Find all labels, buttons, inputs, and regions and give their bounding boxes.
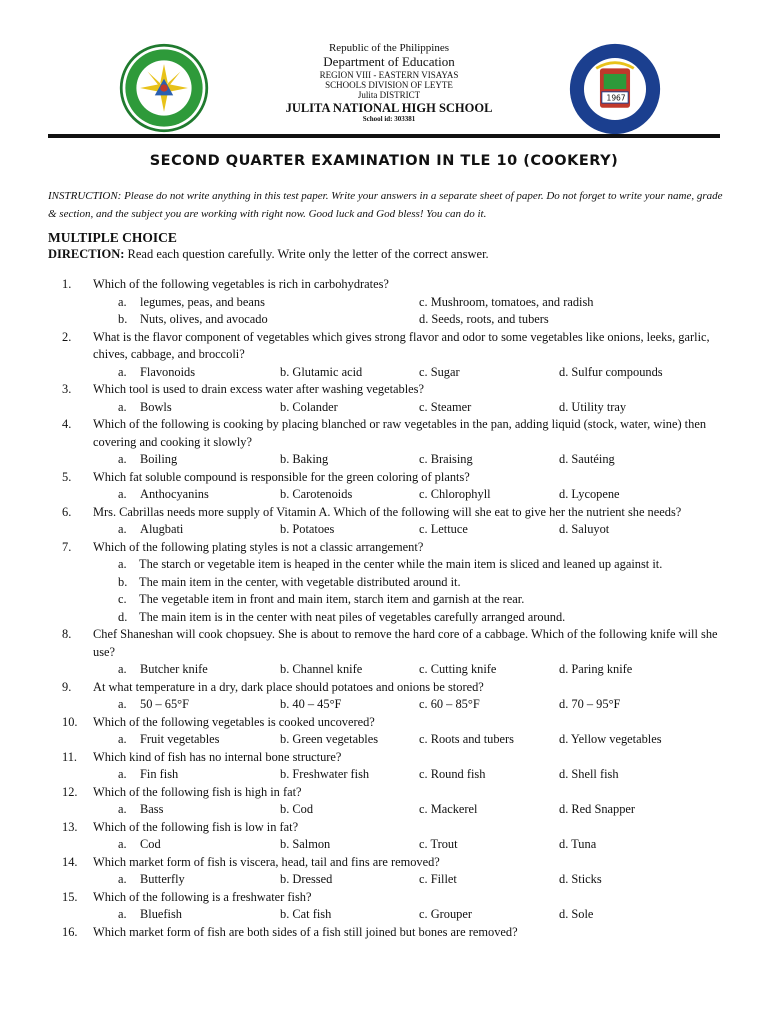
option-item [48, 556, 728, 574]
division-line: SCHOOLS DIVISION OF LEYTE [325, 79, 453, 90]
republic-line: Republic of the Philippines [328, 42, 450, 54]
choice-label: a. [118, 399, 127, 414]
choice-b: b. Cod [280, 802, 314, 816]
choice-c: c. Trout [419, 837, 458, 851]
question-15 [48, 889, 728, 907]
choice-d: d. Saluyot [559, 522, 610, 536]
question-stem: Which of the following fish is low in fat? [93, 819, 299, 834]
option-label: b. [118, 574, 128, 589]
choice-label: a. [118, 522, 127, 536]
choice-row [48, 696, 728, 714]
choice-b: b. Cat fish [280, 907, 332, 921]
question-number: 9. [62, 679, 72, 694]
choice-b: b. Colander [280, 399, 338, 414]
choice-a: legumes, peas, and beans [140, 294, 265, 309]
direction-text: Read each question carefully. Write only the letter of the correct answer. [124, 247, 489, 261]
choice-label: a. [118, 662, 127, 676]
header-rule [48, 134, 720, 138]
choice-b: b. Channel knife [280, 662, 363, 676]
question-5 [48, 469, 728, 487]
choice-a: Bass [140, 802, 164, 816]
question-stem: Which of the following fish is high in fat? [93, 784, 302, 799]
choice-c: c. Braising [419, 452, 473, 466]
question-stem: Which tool is used to drain excess water after washing vegetables? [93, 382, 424, 396]
choice-d: d. Sulfur compounds [559, 364, 663, 379]
choice-label: a. [118, 732, 127, 746]
option-text: The main item is in the center with neat piles of vegetables carefully arranged around. [139, 609, 566, 624]
question-10 [48, 714, 728, 732]
option-text: The main item in the center, with vegetable distributed around it. [139, 574, 461, 589]
question-2 [48, 329, 728, 364]
question-number: 13. [62, 819, 78, 834]
question-12 [48, 784, 728, 802]
julita-nhs-seal [568, 42, 662, 136]
choice-c: c. Fillet [419, 872, 457, 886]
letterhead [0, 0, 768, 132]
choice-a: Bowls [140, 399, 172, 414]
choice-a: Alugbati [140, 522, 184, 536]
choice-a: Anthocyanins [140, 487, 209, 501]
question-number: 8. [62, 627, 72, 641]
choice-c: c. Steamer [419, 399, 472, 414]
choice-row [48, 661, 728, 679]
choice-row [48, 486, 728, 504]
choice-a: Butcher knife [140, 662, 208, 676]
question-stem: Which of the following vegetables is cooked uncovered? [93, 714, 375, 729]
choice-b: b. 40 – 45°F [280, 697, 342, 711]
choice-b: b. Salmon [280, 837, 331, 851]
letterhead-text [220, 42, 558, 123]
choice-label: a. [118, 697, 127, 711]
choice-c: c. Roots and tubers [419, 732, 514, 746]
choice-label: a. [118, 767, 127, 781]
question-7 [48, 539, 728, 557]
question-number: 12. [62, 784, 78, 799]
direction-label: DIRECTION: [48, 247, 125, 261]
choice-row [48, 399, 728, 417]
region-line: REGION VIII - EASTERN VISAYAS [319, 69, 459, 80]
question-number: 14. [62, 854, 78, 869]
option-item [48, 591, 728, 609]
question-13 [48, 819, 728, 837]
district-line: Julita DISTRICT [357, 90, 421, 101]
choice-d: d. Sole [559, 907, 594, 921]
question-stem: Which of the following is cooking by placing blanched or raw vegetables in the pan, adding liquid (stock, water, wine) then covering and cooking it slowly? [93, 417, 707, 449]
option-item [48, 574, 728, 592]
choice-d: d. 70 – 95°F [559, 697, 621, 711]
question-number: 3. [62, 382, 72, 396]
choice-a: Boiling [140, 452, 178, 466]
choice-label: a. [118, 487, 127, 501]
choice-c: c. Lettuce [419, 522, 468, 536]
question-stem: What is the flavor component of vegetables which gives strong flavor and odor to some vegetables like onions, leeks, garlic, chives, cabbage, and broccoli? [93, 329, 710, 361]
choice-b: b. Carotenoids [280, 487, 353, 501]
choice-b: b. Green vegetables [280, 732, 379, 746]
choice-row [48, 766, 728, 784]
choice-label: a. [118, 837, 127, 851]
choice-d: d. Lycopene [559, 487, 620, 501]
choice-b: b. Freshwater fish [280, 767, 370, 781]
choice-row [48, 521, 728, 539]
schools-division-of-leyte-seal [118, 42, 210, 134]
choice-d: d. Red Snapper [559, 802, 636, 816]
question-4 [48, 416, 728, 451]
choice-c: c. Mushroom, tomatoes, and radish [419, 294, 594, 309]
question-number: 1. [62, 277, 72, 291]
question-stem: Which kind of fish has no internal bone structure? [93, 749, 342, 764]
choice-a: Butterfly [140, 872, 185, 886]
question-stem: Which market form of fish is viscera, head, tail and fins are removed? [93, 854, 440, 869]
question-stem: Chef Shaneshan will cook chopsuey. She is about to remove the hard core of a cabbage. Which of the following knife will she use? [93, 627, 718, 659]
question-number: 2. [62, 329, 72, 344]
question-14 [48, 854, 728, 872]
choice-c: c. Sugar [419, 364, 460, 379]
option-item [48, 609, 728, 627]
option-label: a. [118, 557, 127, 571]
choice-row [48, 801, 728, 819]
choice-d: d. Yellow vegetables [559, 732, 662, 746]
choice-d: d. Utility tray [559, 399, 627, 414]
choice-a: Cod [140, 837, 161, 851]
section-heading: MULTIPLE CHOICE [48, 230, 177, 245]
choice-label: a. [118, 802, 127, 816]
question-stem: Which of the following plating styles is not a classic arrangement? [93, 539, 424, 554]
year-left: 19 [606, 93, 617, 103]
choice-b: b. Potatoes [280, 522, 335, 536]
choice-c: c. 60 – 85°F [419, 697, 480, 711]
instruction-text: INSTRUCTION: Please do not write anything in this test paper. Write your answers in a separate sheet of paper. Do not forget to write your name, grade & section, and the subject you are working with right now. Good luck and God bless! You can do it. [48, 190, 723, 220]
choice-row [48, 311, 728, 329]
choice-row [48, 294, 728, 312]
question-number: 15. [62, 889, 78, 904]
choice-a: 50 – 65°F [140, 697, 190, 711]
choice-c: c. Grouper [419, 907, 472, 921]
question-number: 6. [62, 504, 72, 519]
choice-d: d. Sautéing [559, 452, 615, 466]
choice-a: Bluefish [140, 907, 182, 921]
choice-c: c. Cutting knife [419, 662, 497, 676]
choice-b: b. Dressed [280, 872, 333, 886]
question-number: 11. [62, 749, 78, 764]
question-9 [48, 679, 728, 697]
school-id: School id: 303381 [362, 114, 416, 123]
choice-c: c. Round fish [419, 767, 486, 781]
question-6 [48, 504, 728, 522]
choice-d: d. Shell fish [559, 767, 619, 781]
choice-d: d. Sticks [559, 872, 602, 886]
year-right: 67 [615, 93, 626, 103]
question-stem: Which market form of fish are both sides of a fish still joined but bones are removed? [93, 924, 518, 939]
exam-title: SECOND QUARTER EXAMINATION IN TLE 10 (COOKERY) [149, 153, 619, 169]
direction-line [48, 247, 489, 262]
option-text: The vegetable item in front and main item, starch item and garnish at the rear. [139, 592, 525, 606]
choice-b: b. Baking [280, 452, 329, 466]
option-label: c. [118, 592, 127, 606]
choice-label: a. [118, 452, 127, 466]
question-3 [48, 381, 728, 399]
option-text: The starch or vegetable item is heaped in the center while the main item is sliced and leaned up against it. [139, 557, 663, 571]
choice-c: c. Mackerel [419, 802, 478, 816]
choice-d: d. Paring knife [559, 662, 633, 676]
choice-a: Flavonoids [140, 364, 196, 379]
choice-c: c. Chlorophyll [419, 487, 491, 501]
choice-row [48, 451, 728, 469]
choice-b: Nuts, olives, and avocado [140, 312, 268, 326]
choice-d: d. Tuna [559, 837, 597, 851]
choice-b: b. Glutamic acid [280, 364, 363, 379]
question-stem: At what temperature in a dry, dark place should potatoes and onions be stored? [93, 679, 484, 694]
question-16 [48, 924, 728, 942]
question-stem: Which of the following vegetables is rich in carbohydrates? [93, 277, 389, 291]
choice-row [48, 731, 728, 749]
school-name: JULITA NATIONAL HIGH SCHOOL [285, 100, 493, 115]
department-line: Department of Education [323, 53, 455, 69]
choice-row [48, 871, 728, 889]
choice-label: a. [118, 294, 127, 309]
choice-label: a. [118, 872, 127, 886]
option-label: d. [118, 609, 128, 624]
question-8 [48, 626, 728, 661]
choice-row [48, 364, 728, 382]
question-stem: Which of the following is a freshwater fish? [93, 889, 312, 904]
question-list [48, 276, 728, 941]
choice-row [48, 836, 728, 854]
choice-a: Fruit vegetables [140, 732, 220, 746]
question-stem: Mrs. Cabrillas needs more supply of Vitamin A. Which of the following will she eat to give her the nutrient she needs? [93, 504, 682, 519]
question-1 [48, 276, 728, 294]
choice-label: a. [118, 907, 127, 921]
question-number: 10. [62, 714, 78, 729]
question-number: 7. [62, 539, 72, 554]
choice-a: Fin fish [140, 767, 179, 781]
question-number: 16. [62, 924, 78, 939]
question-stem: Which fat soluble compound is responsible for the green coloring of plants? [93, 469, 470, 484]
question-number: 5. [62, 469, 72, 484]
choice-row [48, 906, 728, 924]
choice-d: d. Seeds, roots, and tubers [419, 312, 549, 326]
choice-label: b. [118, 312, 128, 326]
question-11 [48, 749, 728, 767]
choice-label: a. [118, 364, 127, 379]
question-number: 4. [62, 417, 72, 431]
